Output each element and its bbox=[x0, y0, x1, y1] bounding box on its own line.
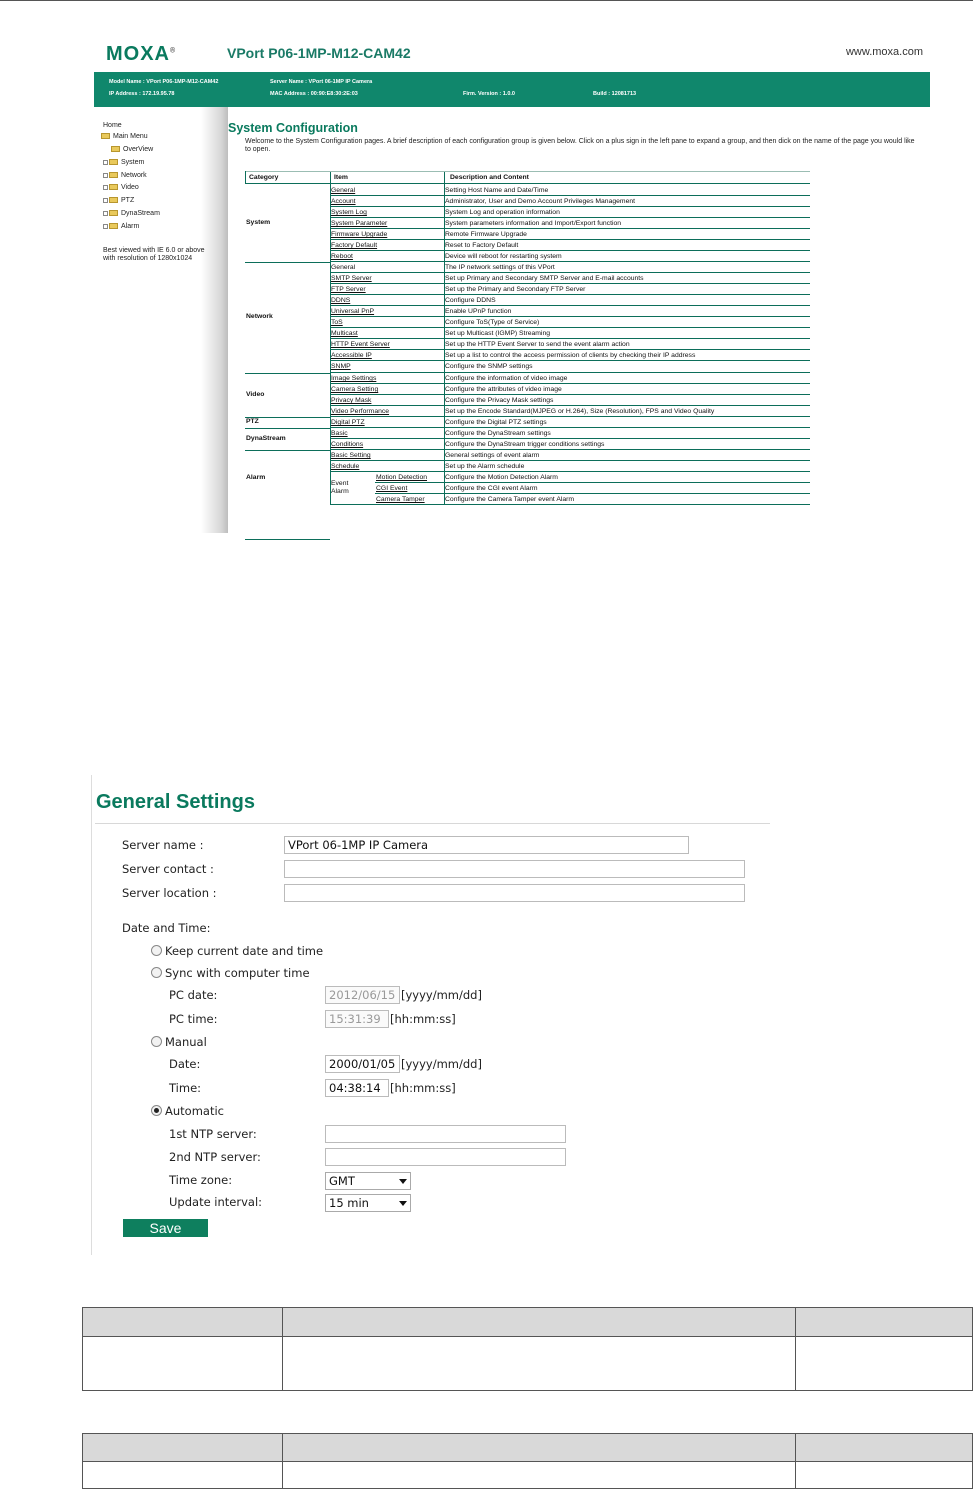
left-menu-pane bbox=[94, 107, 228, 533]
menu-main[interactable]: Main Menu bbox=[101, 133, 148, 140]
date-label: Date: bbox=[169, 1057, 201, 1071]
menu-item-alarm[interactable]: Alarm bbox=[103, 223, 139, 230]
plus-icon bbox=[103, 173, 108, 178]
menu-item-ptz[interactable]: PTZ bbox=[103, 197, 134, 204]
pc-date-input[interactable]: 2012/06/15 bbox=[325, 986, 400, 1004]
automatic-label: Automatic bbox=[165, 1104, 224, 1118]
table-row[interactable]: SNMP Configure the SNMP settings bbox=[331, 363, 533, 370]
category-event-alarm: Event Alarm bbox=[331, 480, 349, 495]
ip-address: IP Address : 172.19.95.78 bbox=[109, 91, 175, 97]
table-row[interactable]: DDNS Configure DDNS bbox=[331, 297, 496, 304]
manual-label: Manual bbox=[165, 1035, 207, 1049]
ntp1-input[interactable] bbox=[325, 1125, 566, 1143]
firmware-version: Firm. Version : 1.0.0 bbox=[463, 91, 515, 97]
plus-icon bbox=[103, 185, 108, 190]
table-row bbox=[83, 1337, 973, 1391]
plus-icon bbox=[103, 224, 108, 229]
table-row[interactable]: Privacy Mask Configure the Privacy Mask settings bbox=[331, 397, 554, 404]
table-row[interactable]: FTP Server Set up the Primary and Secondary FTP Server bbox=[331, 286, 586, 293]
product-name: VPort P06-1MP-M12-CAM42 bbox=[227, 45, 411, 61]
category-ptz: PTZ bbox=[246, 418, 259, 425]
server-name-label: Server name : bbox=[122, 838, 204, 852]
time-zone-label: Time zone: bbox=[169, 1173, 233, 1187]
table-row[interactable]: Factory Default Reset to Factory Default bbox=[331, 242, 519, 249]
table-row[interactable]: Schedule Set up the Alarm schedule bbox=[331, 463, 525, 470]
category-network: Network bbox=[246, 313, 273, 320]
keep-current-radio[interactable] bbox=[151, 945, 162, 956]
intro-text: Welcome to the System Configuration pages. A brief description of each configuration group is given below. Click on a plus sign in the left pane to expand a group, and then dick on the name of the page you would like to open. bbox=[245, 138, 915, 153]
date-time-label: Date and Time: bbox=[122, 921, 211, 935]
pc-time-label: PC time: bbox=[169, 1012, 218, 1026]
title-divider bbox=[95, 823, 770, 824]
system-configuration-title: System Configuration bbox=[228, 121, 358, 135]
server-location-input[interactable] bbox=[284, 884, 745, 902]
folder-icon bbox=[109, 172, 118, 178]
automatic-radio[interactable] bbox=[151, 1105, 162, 1116]
table-row[interactable]: Reboot Device will reboot for restarting system bbox=[331, 253, 562, 260]
system-configuration-screenshot bbox=[94, 38, 930, 533]
table-row[interactable]: Video Performance Set up the Encode Standard(MJPEG or H.264), Size (Resolution), FPS and Video Quality bbox=[331, 408, 715, 415]
page-top-rule bbox=[0, 0, 973, 1]
time-zone-select[interactable]: GMT bbox=[325, 1172, 411, 1190]
keep-current-label: Keep current date and time bbox=[165, 944, 324, 958]
category-alarm: Alarm bbox=[246, 474, 266, 481]
category-video: Video bbox=[246, 391, 265, 398]
plus-icon bbox=[103, 160, 108, 165]
table-row[interactable]: Accessible IP Set up a list to control the access permission of clients by checking their IP address bbox=[331, 352, 696, 359]
moxa-logo: MOXA® bbox=[106, 43, 177, 65]
date-format: [yyyy/mm/dd] bbox=[401, 1057, 482, 1071]
ntp1-label: 1st NTP server: bbox=[169, 1127, 257, 1141]
general-settings-screenshot bbox=[91, 775, 771, 1255]
table-row[interactable]: Multicast Set up Multicast (IGMP) Streaming bbox=[331, 330, 551, 337]
dropdown-arrow-icon bbox=[399, 1179, 407, 1184]
time-label: Time: bbox=[169, 1081, 202, 1095]
table-row[interactable]: Motion Detection Configure the Motion Detection Alarm bbox=[376, 474, 558, 481]
pc-date-format: [yyyy/mm/dd] bbox=[401, 988, 482, 1002]
pc-time-input[interactable]: 15:31:39 bbox=[325, 1010, 389, 1028]
model-name: Model Name : VPort P06-1MP-M12-CAM42 bbox=[109, 79, 219, 85]
table-row bbox=[83, 1462, 973, 1489]
folder-icon bbox=[109, 159, 118, 165]
mac-address: MAC Address : 00:90:E8:30:2E:03 bbox=[270, 91, 358, 97]
table-row[interactable]: Basic Configure the DynaStream settings bbox=[331, 430, 551, 437]
header-item: Item bbox=[334, 174, 348, 181]
build-number: Build : 12081713 bbox=[593, 91, 637, 97]
device-info-bar bbox=[94, 72, 930, 107]
folder-icon bbox=[109, 184, 118, 190]
date-input[interactable]: 2000/01/05 bbox=[325, 1055, 400, 1073]
menu-item-system[interactable]: System bbox=[103, 159, 144, 166]
folder-icon bbox=[111, 146, 120, 152]
plus-icon bbox=[103, 198, 108, 203]
category-dynastream: DynaStream bbox=[246, 435, 286, 442]
header-category: Category bbox=[249, 174, 279, 181]
table-row[interactable]: SMTP Server Set up Primary and Secondary SMTP Server and E-mail accounts bbox=[331, 275, 644, 282]
update-interval-select[interactable]: 15 min bbox=[325, 1194, 411, 1212]
table-row[interactable]: Basic Setting General settings of event alarm bbox=[331, 452, 540, 459]
server-location-label: Server location : bbox=[122, 886, 217, 900]
table-row[interactable]: HTTP Event Server Set up the HTTP Event Server to send the event alarm action bbox=[331, 341, 630, 348]
table-row[interactable]: General The IP network settings of this VPort bbox=[331, 264, 555, 271]
server-name: Server Name : VPort 06-1MP IP Camera bbox=[270, 79, 373, 85]
general-settings-title: General Settings bbox=[96, 791, 255, 813]
pc-date-label: PC date: bbox=[169, 988, 218, 1002]
update-interval-label: Update interval: bbox=[169, 1195, 263, 1209]
sync-computer-label: Sync with computer time bbox=[165, 966, 310, 980]
time-format: [hh:mm:ss] bbox=[390, 1081, 456, 1095]
table-row[interactable]: Firmware Upgrade Remote Firmware Upgrade bbox=[331, 231, 527, 238]
table-row[interactable]: System Parameter System parameters information and Import/Export function bbox=[331, 220, 622, 227]
ntp2-label: 2nd NTP server: bbox=[169, 1150, 261, 1164]
table-row[interactable]: ToS Configure ToS(Type of Service) bbox=[331, 319, 540, 326]
category-system: System bbox=[246, 219, 271, 226]
sync-computer-radio[interactable] bbox=[151, 967, 162, 978]
menu-item-network[interactable]: Network bbox=[103, 172, 147, 179]
dropdown-arrow-icon bbox=[399, 1201, 407, 1206]
table-header-row bbox=[83, 1434, 973, 1462]
server-contact-label: Server contact : bbox=[122, 862, 214, 876]
website-link[interactable]: www.moxa.com bbox=[845, 46, 923, 58]
table-row[interactable]: Camera Setting Configure the attributes of video image bbox=[331, 386, 562, 393]
table-header-row bbox=[83, 1308, 973, 1337]
pc-time-format: [hh:mm:ss] bbox=[390, 1012, 456, 1026]
parameter-table-2 bbox=[82, 1433, 973, 1489]
folder-icon bbox=[109, 223, 118, 229]
menu-item-video[interactable]: Video bbox=[103, 184, 139, 191]
folder-open-icon bbox=[101, 133, 110, 139]
table-row[interactable]: Account Administrator, User and Demo Account Privileges Management bbox=[331, 198, 636, 205]
table-row[interactable]: Image Settings Configure the information of video image bbox=[331, 375, 568, 382]
folder-icon bbox=[109, 197, 118, 203]
menu-home[interactable]: Home bbox=[103, 122, 122, 129]
time-input[interactable]: 04:38:14 bbox=[325, 1079, 389, 1097]
table-row[interactable]: General Setting Host Name and Date/Time bbox=[331, 187, 549, 194]
plus-icon bbox=[103, 211, 108, 216]
parameter-table-1 bbox=[82, 1307, 973, 1391]
table-row[interactable]: Universal PnP Enable UPnP function bbox=[331, 308, 512, 315]
folder-icon bbox=[109, 210, 118, 216]
ntp2-input[interactable] bbox=[325, 1148, 566, 1166]
save-button[interactable]: Save bbox=[123, 1219, 208, 1237]
table-row[interactable]: Camera Tamper Configure the Camera Tamper event Alarm bbox=[376, 496, 575, 503]
header-description: Description and Content bbox=[450, 174, 529, 181]
menu-item-dynastream[interactable]: DynaStream bbox=[103, 210, 160, 217]
server-name-input[interactable]: VPort 06-1MP IP Camera bbox=[284, 836, 689, 854]
table-row[interactable]: Conditions Configure the DynaStream trigger conditions settings bbox=[331, 441, 605, 448]
table-row[interactable]: Digital PTZ Configure the Digital PTZ settings bbox=[331, 419, 547, 426]
server-contact-input[interactable] bbox=[284, 860, 745, 878]
table-row[interactable]: System Log System Log and operation information bbox=[331, 209, 560, 216]
table-row[interactable]: CGI Event Configure the CGI event Alarm bbox=[376, 485, 538, 492]
manual-radio[interactable] bbox=[151, 1036, 162, 1047]
menu-item-overview[interactable]: OverView bbox=[103, 146, 153, 153]
browser-note: Best viewed with IE 6.0 or above with resolution of 1280x1024 bbox=[103, 247, 205, 262]
